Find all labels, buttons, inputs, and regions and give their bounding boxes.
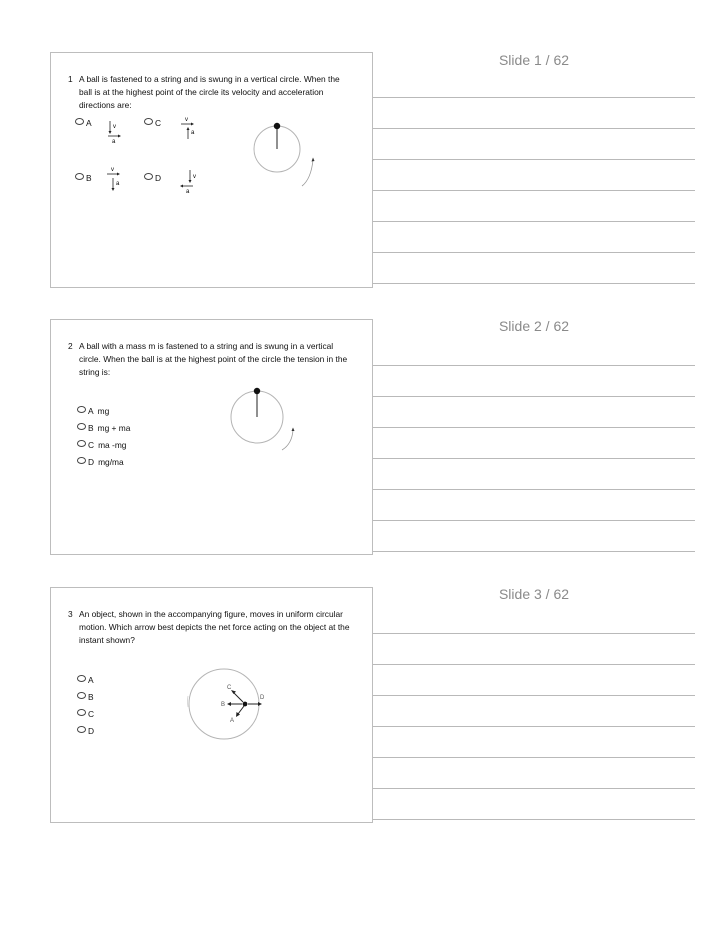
option-b[interactable] xyxy=(75,173,92,184)
note-line xyxy=(373,819,695,820)
option-letter: B xyxy=(88,423,94,433)
option-c[interactable] xyxy=(77,709,94,720)
slide-2-thumbnail xyxy=(50,319,373,555)
option-d[interactable] xyxy=(77,457,124,468)
option-letter: B xyxy=(86,173,92,183)
radio-button[interactable] xyxy=(77,457,86,464)
option-letter: D xyxy=(155,173,162,183)
radio-button[interactable] xyxy=(77,675,86,682)
velocity-label: v xyxy=(113,124,116,130)
radio-button[interactable] xyxy=(75,173,84,180)
radio-button[interactable] xyxy=(77,692,86,699)
option-b[interactable] xyxy=(77,692,94,703)
option-text: ma -mg xyxy=(98,440,127,450)
option-letter: D xyxy=(88,457,95,467)
velocity-label: v xyxy=(193,174,196,180)
arrow-label-b: B xyxy=(221,702,226,708)
option-letter: C xyxy=(155,118,162,128)
acceleration-label: a xyxy=(116,181,120,187)
radio-button[interactable] xyxy=(144,118,153,125)
vector-diagram-a xyxy=(106,119,126,145)
note-line xyxy=(373,427,695,428)
option-a[interactable] xyxy=(77,675,94,686)
note-line xyxy=(373,633,695,634)
arrow-label-a: A xyxy=(230,718,235,724)
question-number: 1 xyxy=(68,74,73,84)
acceleration-label: a xyxy=(191,130,195,136)
note-line xyxy=(373,365,695,366)
note-line xyxy=(373,159,695,160)
note-line xyxy=(373,520,695,521)
option-letter: A xyxy=(86,118,92,128)
slide-1-thumbnail xyxy=(50,52,373,288)
note-line xyxy=(373,221,695,222)
vertical-circle-diagram xyxy=(226,384,306,459)
vector-diagram-c xyxy=(179,115,199,141)
note-line xyxy=(373,788,695,789)
option-text: mg/ma xyxy=(98,457,124,467)
note-line xyxy=(373,252,695,253)
question-number: 3 xyxy=(68,609,73,619)
note-line xyxy=(373,695,695,696)
option-letter: A xyxy=(88,406,94,416)
note-line xyxy=(373,551,695,552)
note-line xyxy=(373,757,695,758)
slide-3-thumbnail xyxy=(50,587,373,823)
slide-label: Slide 1 / 62 xyxy=(498,52,570,68)
slide-label: Slide 2 / 62 xyxy=(498,318,570,334)
note-line xyxy=(373,283,695,284)
note-line xyxy=(373,458,695,459)
radio-button[interactable] xyxy=(77,406,86,413)
velocity-label: v xyxy=(185,117,188,123)
acceleration-label: a xyxy=(186,189,190,195)
question-text: A ball with a mass m is fastened to a string and is swung in a vertical circle. When the ball is at the highest point of the circle the tension in the string is: xyxy=(79,341,348,377)
radio-button[interactable] xyxy=(77,726,86,733)
note-line xyxy=(373,97,695,98)
arrow-label-c: C xyxy=(227,685,232,691)
vector-diagram-b xyxy=(106,165,126,193)
option-d[interactable] xyxy=(77,726,94,737)
radio-button[interactable] xyxy=(77,440,86,447)
option-letter: A xyxy=(88,675,94,685)
note-line xyxy=(373,489,695,490)
option-text: mg xyxy=(97,406,110,416)
note-line xyxy=(373,664,695,665)
note-line xyxy=(373,190,695,191)
option-a[interactable] xyxy=(75,118,92,129)
question-number: 2 xyxy=(68,341,73,351)
option-letter: D xyxy=(88,726,95,736)
velocity-label: v xyxy=(111,167,114,173)
note-line xyxy=(373,128,695,129)
note-line xyxy=(373,396,695,397)
option-c[interactable] xyxy=(77,440,126,451)
vector-diagram-d xyxy=(179,168,199,196)
acceleration-label: a xyxy=(112,139,116,145)
option-d[interactable] xyxy=(144,173,161,184)
option-c[interactable] xyxy=(144,118,161,129)
radio-button[interactable] xyxy=(75,118,84,125)
option-letter: C xyxy=(88,440,95,450)
option-a[interactable] xyxy=(77,406,109,417)
note-line xyxy=(373,726,695,727)
arrow-label-d: D xyxy=(260,695,265,701)
vertical-circle-diagram xyxy=(251,119,331,194)
radio-button[interactable] xyxy=(144,173,153,180)
question-text: An object, shown in the accompanying figure, moves in uniform circular motion. Which arrow best depicts the net force acting on the object at the instant shown? xyxy=(79,609,350,645)
circular-motion-diagram xyxy=(179,665,279,741)
slide-label: Slide 3 / 62 xyxy=(498,586,570,602)
option-letter: B xyxy=(88,692,94,702)
radio-button[interactable] xyxy=(77,423,86,430)
option-letter: C xyxy=(88,709,95,719)
option-b[interactable] xyxy=(77,423,130,434)
question-text: A ball is fastened to a string and is swung in a vertical circle. When the ball is at the highest point of the circle its velocity and acceleration directions are: xyxy=(79,74,340,110)
radio-button[interactable] xyxy=(77,709,86,716)
option-text: mg + ma xyxy=(97,423,131,433)
